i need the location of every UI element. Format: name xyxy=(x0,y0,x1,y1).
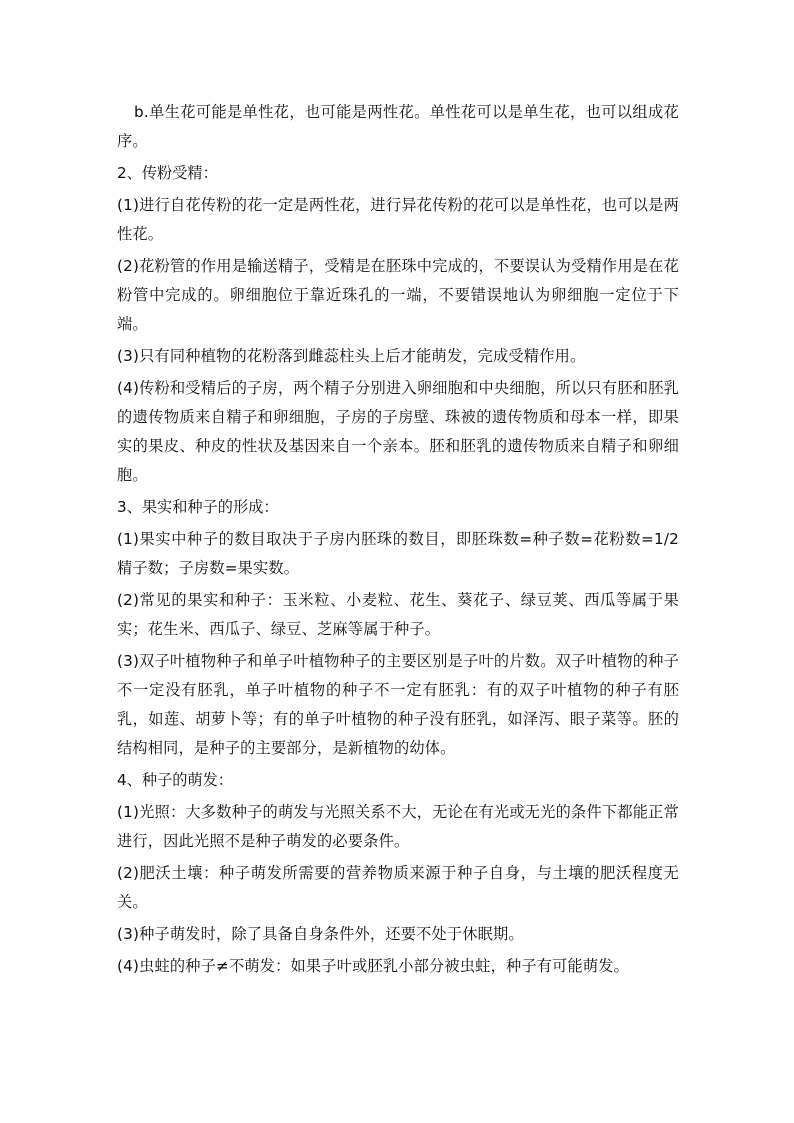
paragraph-fertile-soil: (2)肥沃土壤：种子萌发所需要的营养物质来源于种子自身，与土壤的肥沃程度无关。 xyxy=(117,864,679,911)
paragraph-insect-damage: (4)虫蛀的种子≠不萌发：如果子叶或胚乳小部分被虫蛀，种子有可能萌发。 xyxy=(117,957,630,975)
paragraph-pollen-tube: (2)花粉管的作用是输送精子，受精是在胚珠中完成的，不要误认为受精作用是在花粉管中完成的。卵细胞位于靠近珠孔的一端，不要错误地认为卵细胞一定位于下端。 xyxy=(117,257,679,333)
paragraph-cotyledon: (3)双子叶植物种子和单子叶植物种子的主要区别是子叶的片数。双子叶植物的种子不一定没有胚乳，单子叶植物的种子不一定有胚乳：有的双子叶植物的种子有胚乳，如莲、胡萝卜等；有的单子叶植物的种子没有胚乳，如泽泻、眼子菜等。胚的结构相同，是种子的主要部分，是新植物的幼体。 xyxy=(117,652,679,757)
document-page xyxy=(117,98,679,984)
paragraph-same-species: (3)只有同种植物的花粉落到雌蕊柱头上后才能萌发，完成受精作用。 xyxy=(117,347,586,365)
heading-germination: 4、种子的萌发： xyxy=(117,771,233,789)
heading-pollination: 2、传粉受精： xyxy=(117,164,218,182)
paragraph-common-fruits: (2)常见的果实和种子：玉米粒、小麦粒、花生、葵花子、绿豆荚、西瓜等属于果实；花生米、西瓜子、绿豆、芝麻等属于种子。 xyxy=(117,591,679,638)
paragraph-genetic-material: (4)传粉和受精后的子房，两个精子分别进入卵细胞和中央细胞，所以只有胚和胚乳的遗传物质来自精子和卵细胞，子房的子房壁、珠被的遗传物质和母本一样，即果实的果皮、种皮的性状及基因来自一个亲本。胚和胚乳的遗传物质来自精子和卵细胞。 xyxy=(117,379,679,484)
paragraph-self-pollination: (1)进行自花传粉的花一定是两性花，进行异花传粉的花可以是单性花，也可以是两性花。 xyxy=(117,196,679,243)
paragraph-light: (1)光照：大多数种子的萌发与光照关系不大，无论在有光或无光的条件下都能正常进行，因此光照不是种子萌发的必要条件。 xyxy=(117,803,679,850)
heading-fruit-seed-formation: 3、果实和种子的形成： xyxy=(117,498,279,516)
paragraph-single-flower: b.单生花可能是单性花，也可能是两性花。单性花可以是单生花，也可以组成花序。 xyxy=(117,103,679,150)
paragraph-dormancy: (3)种子萌发时，除了具备自身条件外，还要不处于休眠期。 xyxy=(117,925,524,943)
paragraph-seed-count: (1)果实中种子的数目取决于子房内胚珠的数目，即胚珠数=种子数=花粉数=1/2精子数；子房数=果实数。 xyxy=(117,530,679,577)
